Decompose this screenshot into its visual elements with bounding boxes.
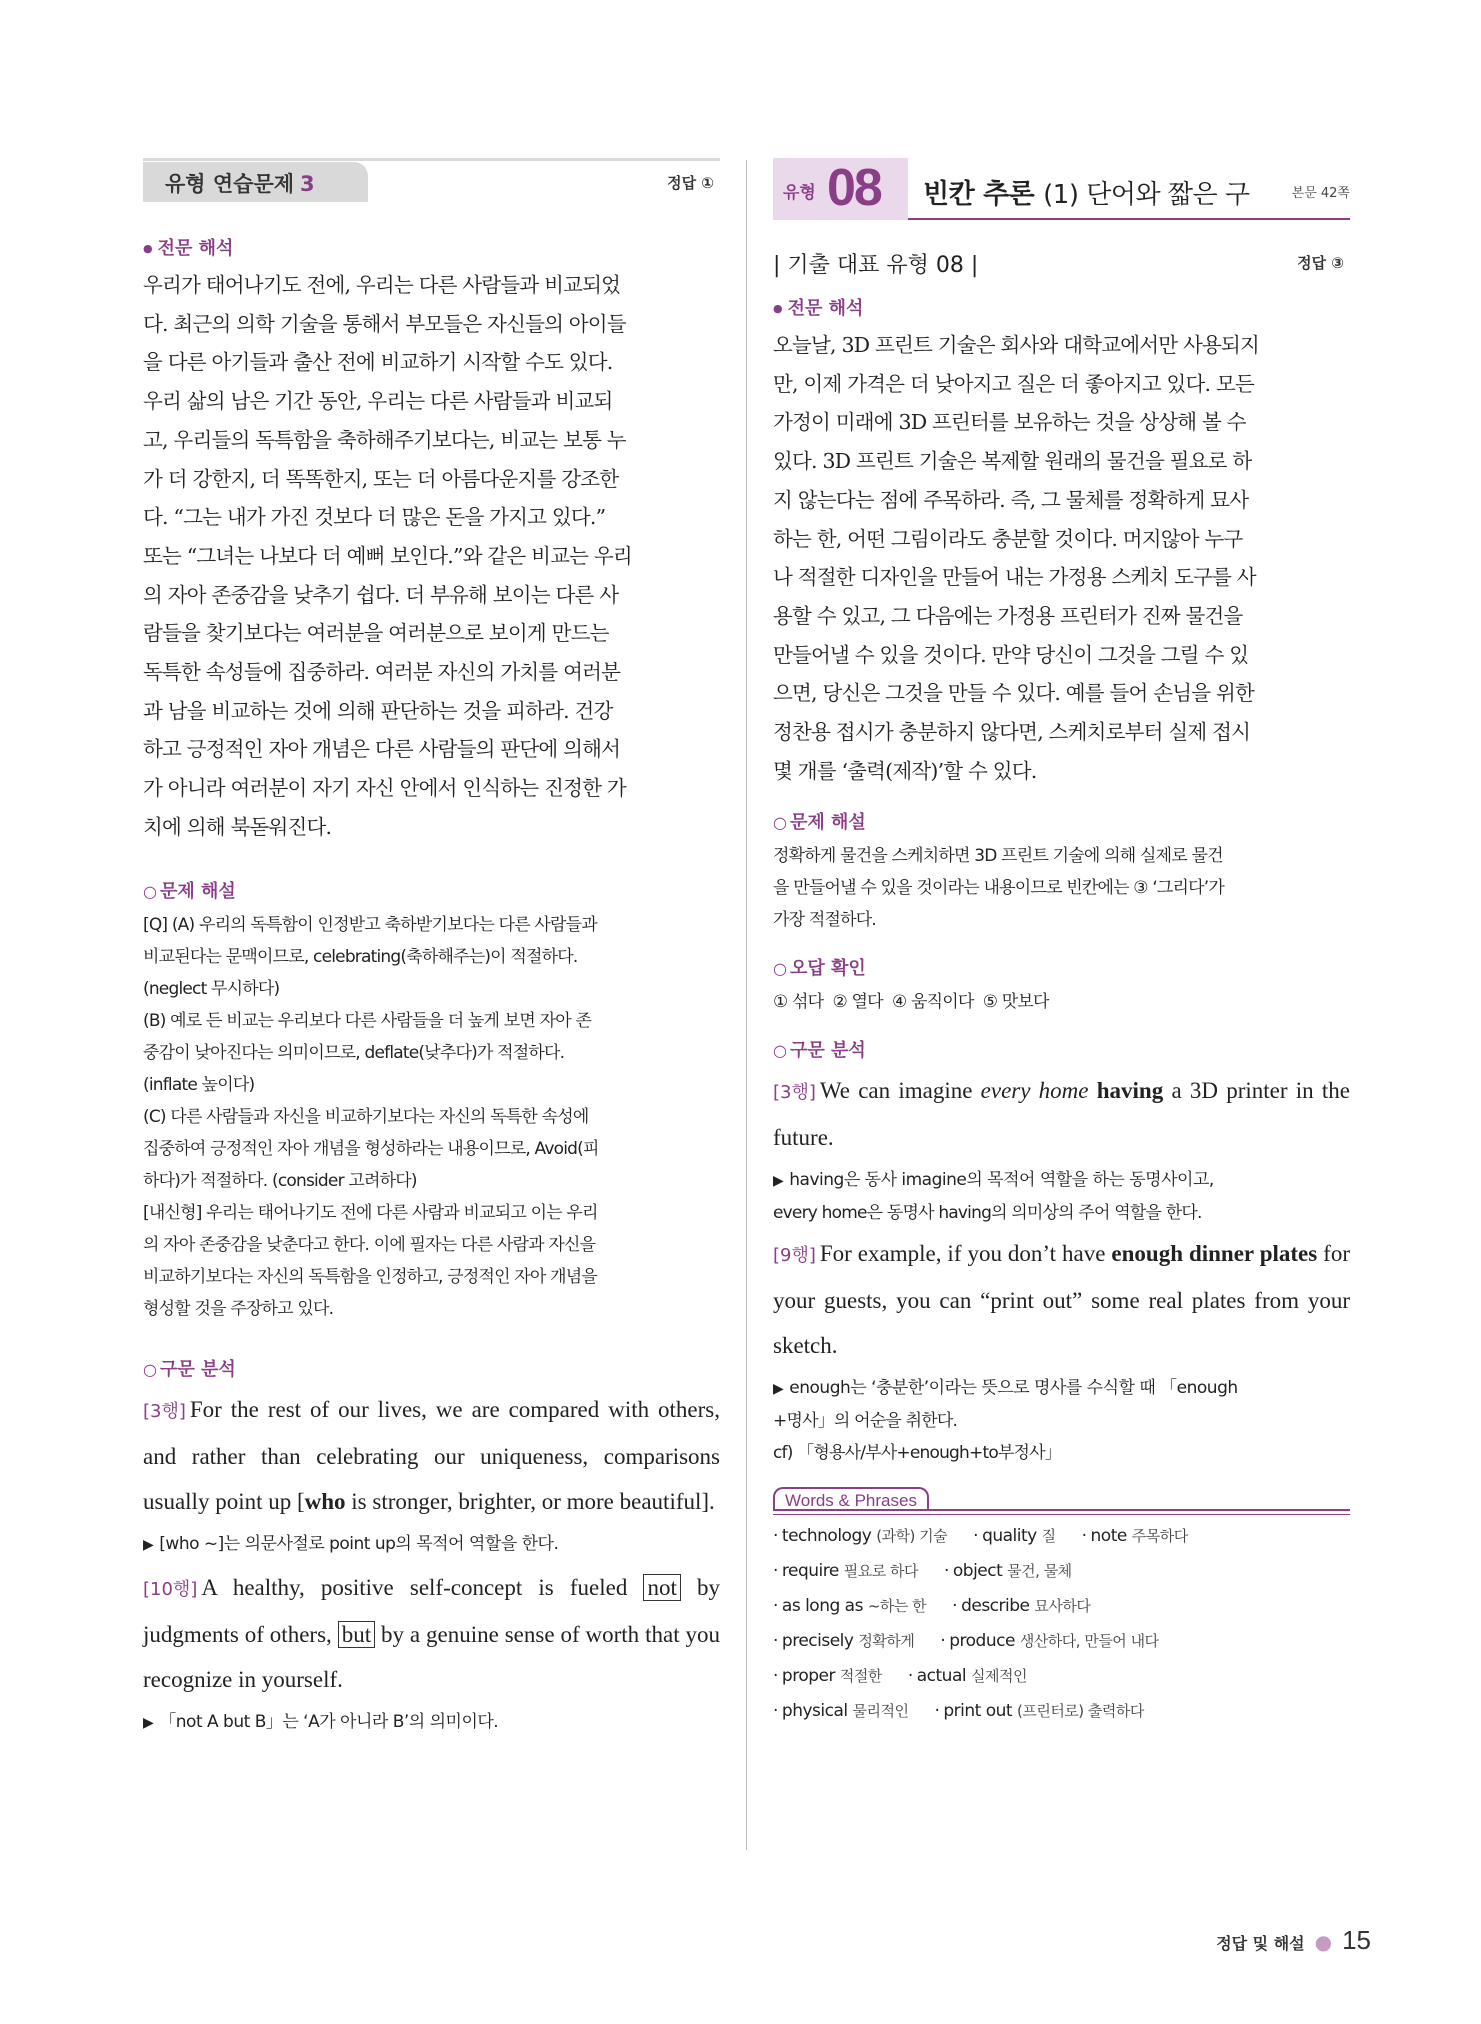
word-en: quality [982, 1526, 1042, 1547]
words-rule-thin [773, 1514, 1350, 1515]
text-line: 만들어낼 수 있을 것이다. 만약 당신이 그것을 그릴 수 있 [773, 642, 1249, 667]
text-line: 나 적절한 디자인을 만들어 내는 가정용 스케치 도구를 사 [773, 565, 1256, 590]
word-en: technology [781, 1526, 877, 1547]
analysis-note: ▶ having은 동사 imagine의 목적어 역할을 하는 동명사이고, [773, 1164, 1350, 1197]
word-ko: 물리적인 [852, 1702, 909, 1721]
analysis-sentence-2 [773, 1231, 1350, 1368]
text-line: 가장 적절하다. [773, 910, 876, 931]
word-ko: 적절한 [839, 1667, 882, 1686]
word-en: precisely [781, 1631, 859, 1652]
text-line: 치에 의해 북돋워진다. [143, 814, 332, 839]
header-underline [908, 218, 1350, 220]
words-row [773, 1519, 1350, 1554]
word-item [934, 1701, 1143, 1721]
word-en: object [952, 1561, 1008, 1582]
words-row [773, 1694, 1350, 1729]
analysis-note-cont: cf) 「형용사/부사+enough+to부정사」 [773, 1443, 1061, 1464]
word-ko: 정확하게 [858, 1632, 915, 1651]
type-label: 유형 [783, 183, 816, 203]
explanation-body [143, 909, 720, 1325]
analysis-note: ▶ 「not A but B」는 ‘A가 아니라 B’의 의미이다. [143, 1706, 720, 1739]
word-ko: 물건, 물체 [1007, 1562, 1072, 1581]
line-ref: [3행] [773, 1082, 816, 1104]
header-rule-thin [368, 160, 720, 161]
analysis-heading: ○ 구문 분석 [143, 1355, 720, 1381]
boxed-word: but [338, 1621, 375, 1648]
word-ko: 실제적인 [971, 1667, 1027, 1686]
word-item [908, 1666, 1027, 1686]
words-row [773, 1589, 1350, 1624]
text-line: [Q] (A) 우리의 독특함이 인정받고 축하받기보다는 다른 사람들과 [143, 914, 597, 935]
page-footer [1216, 1925, 1371, 1956]
translation-heading: ● 전문 해석 [143, 234, 720, 260]
text-line: 비교된다는 문맥이므로, celebrating(축하해주는)이 적절하다. [143, 946, 578, 967]
word-en: physical [781, 1701, 853, 1722]
text-line: 형성할 것을 주장하고 있다. [143, 1298, 334, 1319]
word-en: describe [961, 1596, 1035, 1617]
left-column [143, 158, 720, 1739]
word-ko: 질 [1041, 1527, 1056, 1546]
wrong-answer-text: ① 섞다 ② 열다 ④ 움직이다 ⑤ 맛보다 [773, 992, 1049, 1013]
text-line: 있다. 3D 프린트 기술은 복제할 원래의 물건을 필요로 하 [773, 449, 1252, 474]
title-sub: (1) 단어와 짧은 구 [1043, 180, 1250, 210]
analysis-note-cont: +명사」의 어순을 취한다. [773, 1411, 958, 1432]
text-line: 우리 삶의 남은 기간 동안, 우리는 다른 사람들과 비교되 [143, 389, 613, 414]
text-line: 지 않는다는 점에 주목하라. 즉, 그 물체를 정확하게 묘사 [773, 487, 1249, 512]
word-en: require [781, 1561, 844, 1582]
text-line: 과 남을 비교하는 것에 의해 판단하는 것을 피하라. 건강 [143, 698, 613, 723]
line-ref: [10행] [143, 1578, 198, 1600]
text-line: 가 아니라 여러분이 자기 자신 안에서 인식하는 진정한 가 [143, 776, 626, 801]
text-line: 몇 개를 ‘출력(제작)’할 수 있다. [773, 758, 1037, 783]
sentence-text [1089, 1078, 1097, 1103]
text-line: 하고 긍정적인 자아 개념은 다른 사람들의 판단에 의해서 [143, 737, 621, 762]
word-ko: ~하는 한 [867, 1597, 927, 1616]
text-line: 가 더 강한지, 더 똑똑한지, 또는 더 아름다운지를 강조한 [143, 466, 619, 491]
representative-title: | 기출 대표 유형 08 | [773, 253, 979, 278]
right-column [773, 158, 1350, 1729]
words-and-phrases [773, 1487, 1350, 1729]
explanation-heading: ○ 문제 해설 [143, 877, 720, 903]
text-line: 다. “그는 내가 가진 것보다 더 많은 돈을 가지고 있다.” [143, 505, 606, 530]
translation-heading: ● 전문 해석 [773, 294, 1350, 320]
words-row [773, 1624, 1350, 1659]
sentence-bold: enough dinner plates [1111, 1241, 1318, 1267]
text-line: (B) 예로 든 비교는 우리보다 다른 사람들을 더 높게 보면 자아 존 [143, 1010, 592, 1031]
word-item [1082, 1526, 1188, 1546]
word-item [944, 1561, 1072, 1581]
text-line: 독특한 속성들에 집중하라. 여러분 자신의 가치를 여러분 [143, 660, 621, 685]
sentence-text: For the rest of our lives, we are compared with others, and rather than celebrating our uniqueness, comparisons usually point up [ [143, 1396, 720, 1514]
text-line: 용할 수 있고, 그 다음에는 가정용 프린터가 진짜 물건을 [773, 603, 1243, 628]
translation-body [143, 266, 720, 847]
sentence-text: by judgments of others, [143, 1574, 720, 1647]
sentence-bold: who [304, 1488, 346, 1514]
word-item [773, 1631, 914, 1651]
text-line: 만, 이제 가격은 더 낮아지고 질은 더 좋아지고 있다. 모든 [773, 371, 1254, 396]
words-label: Words & Phrases [773, 1487, 929, 1511]
word-item [773, 1666, 882, 1686]
text-line: 우리가 태어나기도 전에, 우리는 다른 사람들과 비교되었 [143, 273, 621, 297]
word-en: proper [781, 1666, 840, 1687]
analysis-note: ▶ [who ~]는 의문사절로 point up의 목적어 역할을 한다. [143, 1528, 720, 1561]
footer-label: 정답 및 해설 [1216, 1934, 1305, 1953]
word-ko: 생산하다, 만들어 내다 [1019, 1632, 1159, 1651]
text-line: 을 다른 아기들과 출산 전에 비교하기 시작할 수도 있다. [143, 350, 613, 375]
text-line: 하는 한, 어떤 그림이라도 충분할 것이다. 머지않아 누구 [773, 526, 1243, 551]
text-line: 고, 우리들의 독특함을 축하해주기보다는, 비교는 보통 누 [143, 427, 626, 452]
word-item [773, 1526, 947, 1546]
text-line: 오늘날, 3D 프린트 기술은 회사와 대학교에서만 사용되지 [773, 333, 1259, 357]
representative-header [773, 248, 1350, 282]
text-line: 의 자아 존중감을 낮추기 쉽다. 더 부유해 보이는 다른 사 [143, 582, 619, 607]
analysis-heading: ○ 구문 분석 [773, 1036, 1350, 1062]
analysis-sentence-1 [143, 1387, 720, 1524]
text-line: 을 만들어낼 수 있을 것이라는 내용이므로 빈칸에는 ③ ‘그리다’가 [773, 878, 1225, 899]
words-row [773, 1554, 1350, 1589]
text-line: 가정이 미래에 3D 프린터를 보유하는 것을 상상해 볼 수 [773, 410, 1246, 435]
text-line: 정찬용 접시가 충분하지 않다면, 스케치로부터 실제 접시 [773, 720, 1251, 745]
word-item [773, 1596, 926, 1616]
word-item [773, 1701, 908, 1721]
text-line: 으면, 당신은 그것을 만들 수 있다. 예를 들어 손님을 위한 [773, 681, 1254, 706]
word-ko: 주목하다 [1131, 1527, 1188, 1546]
answer-label: 정답 ③ [1297, 254, 1344, 272]
word-en: actual [916, 1666, 971, 1687]
sentence-text: a 3D printer in the future. [773, 1078, 1350, 1151]
page-reference: 본문 42쪽 [1291, 186, 1350, 201]
text-line: 정확하게 물건을 스케치하면 3D 프린트 기술에 의해 실제로 물건 [773, 846, 1223, 867]
left-section-header [143, 158, 720, 204]
word-item [940, 1631, 1158, 1651]
analysis-sentence-2 [143, 1565, 720, 1702]
words-row [773, 1659, 1350, 1694]
sentence-text: by a genuine sense of worth that you recognize in yourself. [143, 1621, 720, 1692]
word-item [973, 1526, 1055, 1546]
word-en: produce [949, 1631, 1020, 1652]
line-ref: [3행] [143, 1400, 186, 1422]
sentence-text: for your guests, you can “print out” some real plates from your sketch. [773, 1241, 1350, 1359]
text-line: (neglect 무시하다) [143, 978, 280, 999]
section-title: 유형 연습문제 [165, 172, 295, 196]
footer-dot: ● [1314, 1930, 1333, 1954]
title-main: 빈칸 추론 [923, 179, 1035, 210]
line-ref: [9행] [773, 1245, 816, 1267]
explanation-body [773, 840, 1350, 936]
sentence-text: We can imagine [819, 1078, 981, 1104]
text-line: 또는 “그녀는 나보다 더 예뻐 보인다.”와 같은 비교는 우리 [143, 543, 632, 568]
section-number: 3 [300, 172, 315, 196]
words-list [773, 1519, 1350, 1729]
boxed-word: not [643, 1574, 680, 1601]
page-number: 15 [1342, 1925, 1371, 1955]
sentence-text: is stronger, brighter, or more beautiful]. [345, 1488, 715, 1514]
word-en: print out [943, 1701, 1017, 1722]
text-line: 다. 최근의 의학 기술을 통해서 부모들은 자신들의 아이들 [143, 311, 626, 336]
column-divider [746, 160, 747, 1850]
translation-body [773, 326, 1350, 790]
text-line: [내신형] 우리는 태어나기도 전에 다른 사람과 비교되고 이는 우리 [143, 1202, 598, 1223]
word-ko: 필요로 하다 [843, 1562, 918, 1581]
word-item [773, 1561, 918, 1581]
text-line: (inflate 높이다) [143, 1074, 255, 1095]
word-en: note [1090, 1526, 1132, 1547]
text-line: 집중하여 긍정적인 자아 개념을 형성하라는 내용이므로, Avoid(피 [143, 1138, 599, 1159]
sentence-bold: having [1096, 1078, 1164, 1104]
explanation-heading: ○ 문제 해설 [773, 808, 1350, 834]
section-tab [143, 162, 368, 202]
word-ko: (과학) 기술 [876, 1527, 948, 1546]
answer-label: 정답 ① [667, 174, 714, 192]
sentence-text: For example, if you don’t have [819, 1241, 1112, 1267]
text-line: 의 자아 존중감을 낮춘다고 한다. 이에 필자는 다른 사람과 자신을 [143, 1234, 596, 1255]
word-item [952, 1596, 1090, 1616]
word-en: as long as [781, 1596, 868, 1617]
text-line: 비교하기보다는 자신의 독특함을 인정하고, 긍정적인 자아 개념을 [143, 1266, 598, 1287]
sentence-text: A healthy, positive self-concept is fueled [201, 1574, 644, 1600]
analysis-note: ▶ enough는 ‘충분한’이라는 뜻으로 명사를 수식할 때 「enough [773, 1372, 1350, 1405]
sentence-italic: every home [980, 1078, 1089, 1104]
unit-title [923, 172, 1249, 211]
text-line: (C) 다른 사람들과 자신을 비교하기보다는 자신의 독특한 속성에 [143, 1106, 589, 1127]
analysis-sentence-1 [773, 1068, 1350, 1160]
right-section-header [773, 158, 1350, 220]
analysis-note-cont: every home은 동명사 having의 의미상의 주어 역할을 한다. [773, 1203, 1202, 1224]
text-line: 람들을 찾기보다는 여러분을 여러분으로 보이게 만드는 [143, 621, 609, 646]
wrong-answer-heading: ○ 오답 확인 [773, 954, 1350, 980]
word-ko: 묘사하다 [1034, 1597, 1091, 1616]
word-ko: (프린터로) 출력하다 [1016, 1702, 1144, 1721]
text-line: 하다)가 적절하다. (consider 고려하다) [143, 1170, 417, 1191]
type-number: 08 [827, 159, 881, 217]
text-line: 중감이 낮아진다는 의미이므로, deflate(낮추다)가 적절하다. [143, 1042, 565, 1063]
